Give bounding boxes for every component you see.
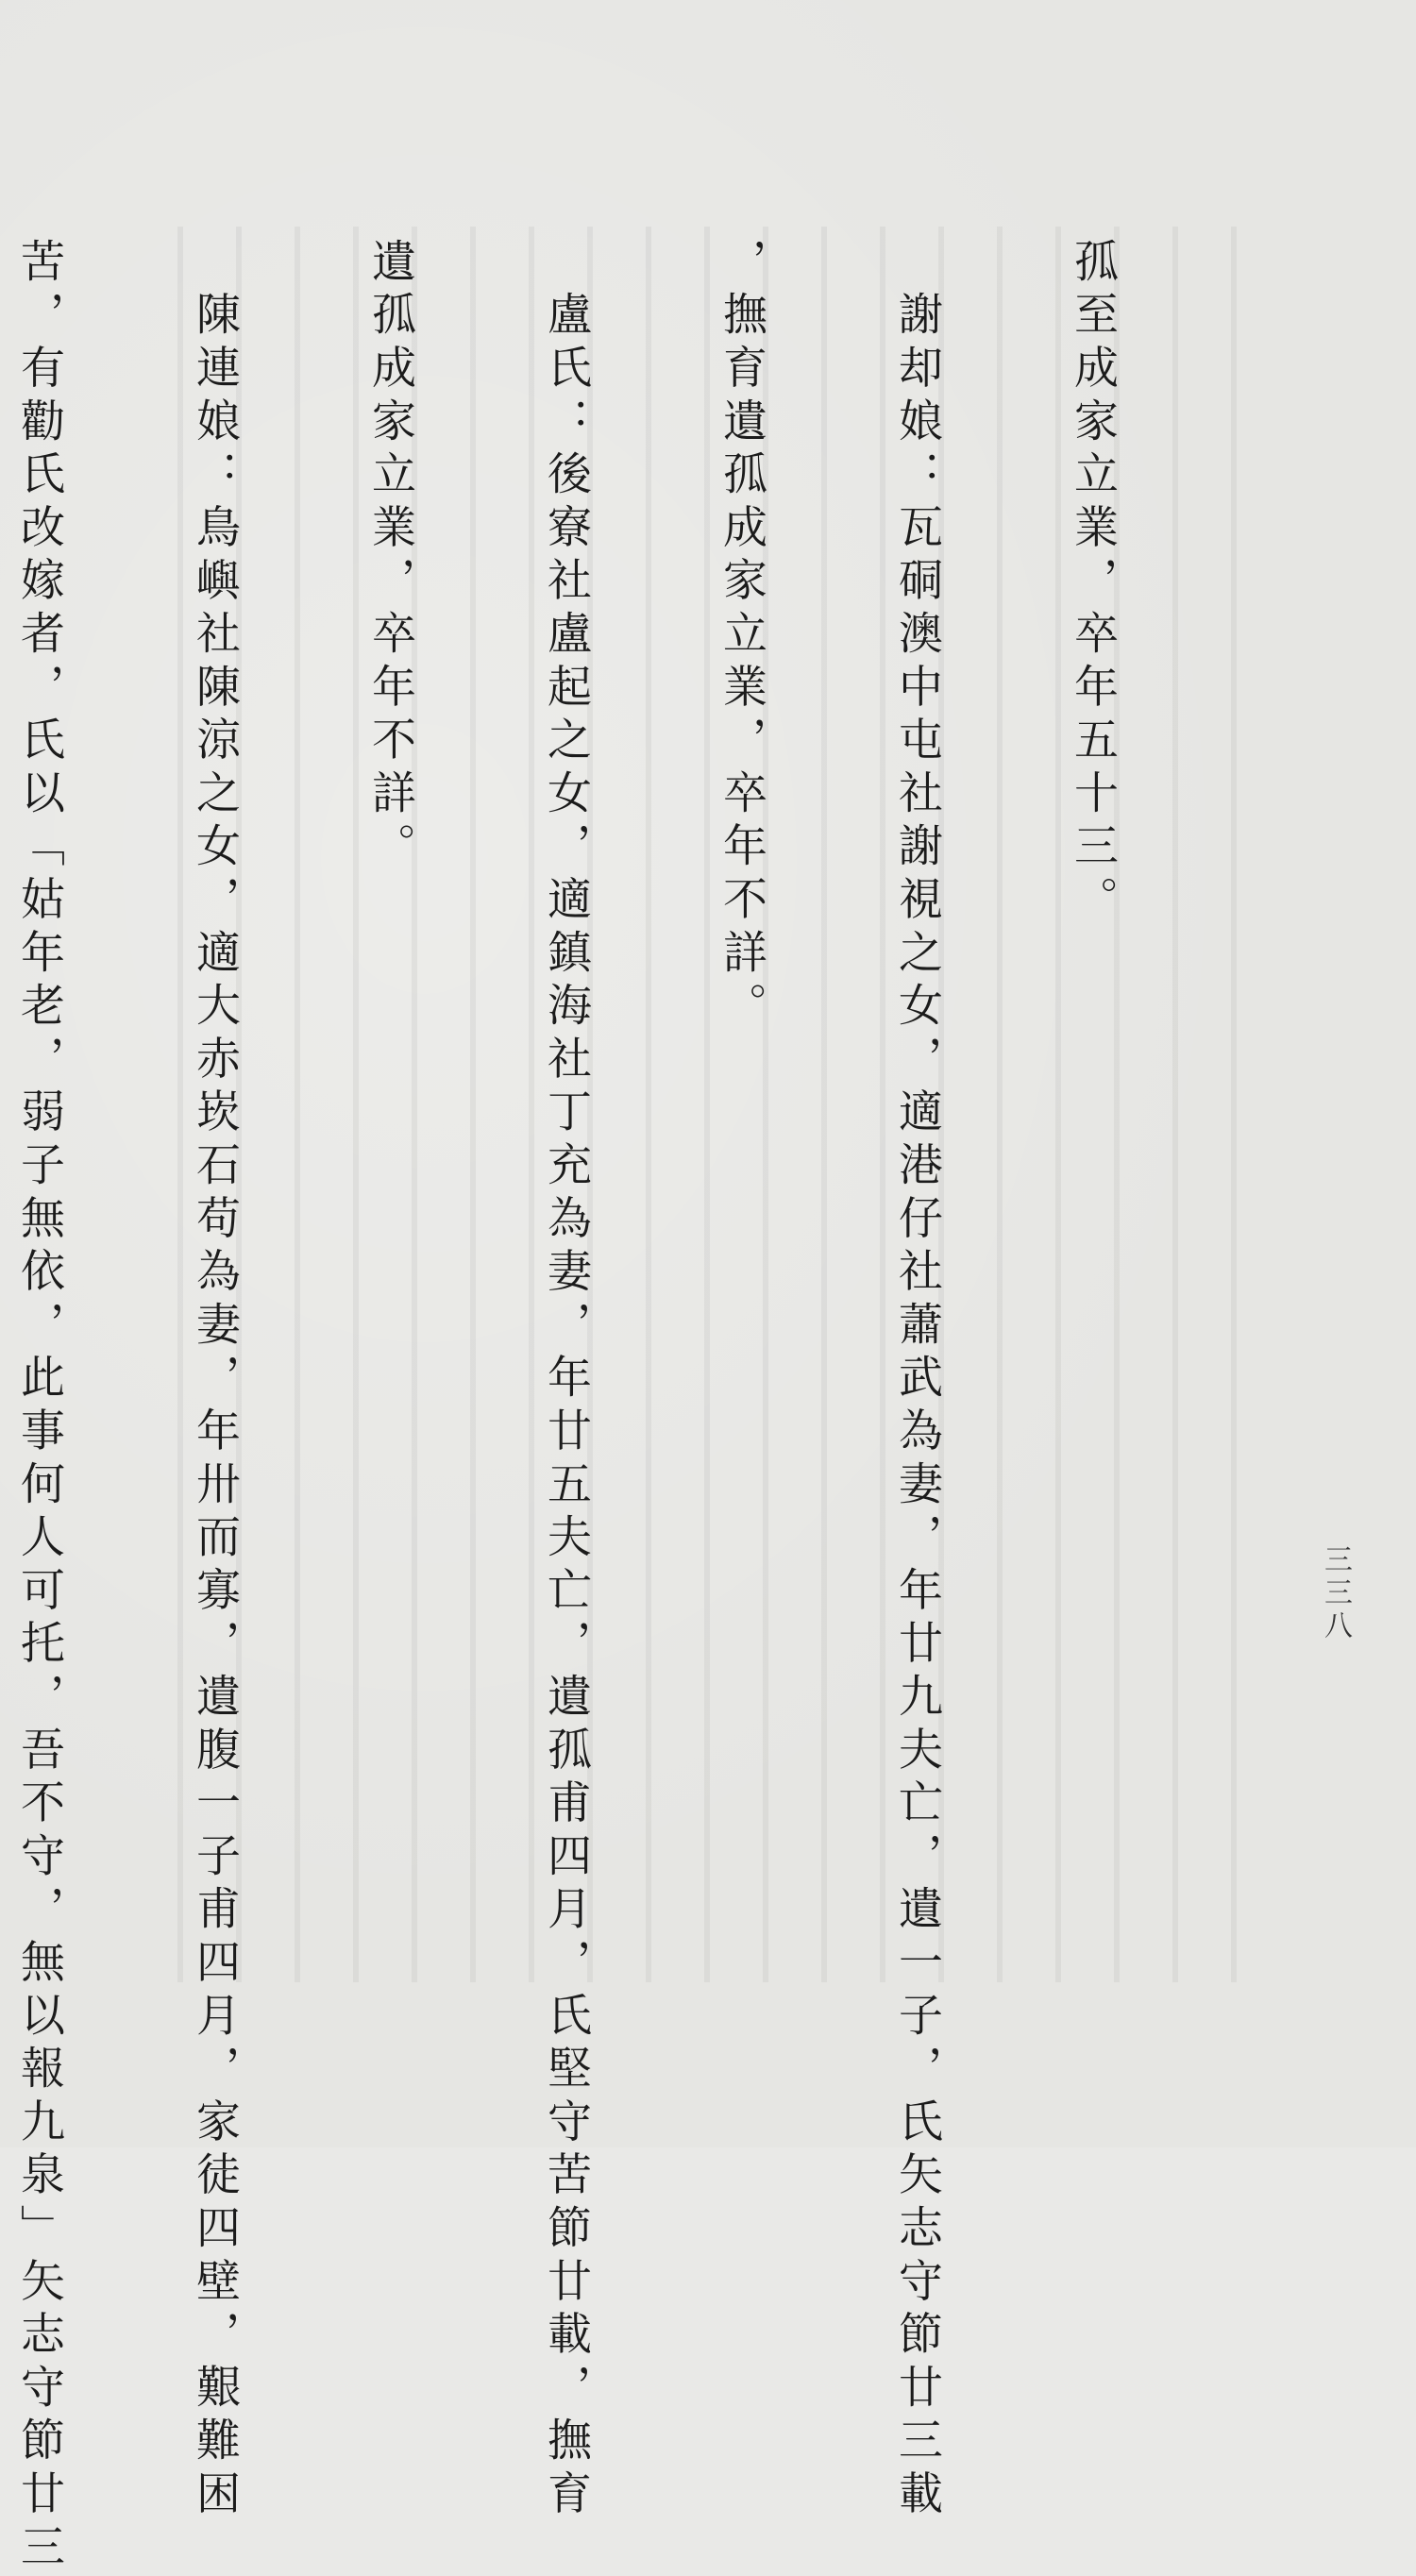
text-column: ，撫育遺孤成家立業，卒年不詳。 — [716, 238, 767, 1035]
text-column: 孤至成家立業，卒年五十三。 — [1067, 238, 1119, 929]
vertical-text-body — [0, 238, 1239, 2576]
text-column: 盧氏：後寮社盧起之女，適鎮海社丁充為妻，年廿五夫亡，遺孤甫四月，氏堅守苦節廿載，撫育 — [540, 238, 592, 2523]
page-number: 三三八 — [1319, 1544, 1352, 1643]
text-column: 遺孤成家立業，卒年不詳。 — [364, 238, 416, 876]
text-column: 謝却娘：瓦硐澳中屯社謝視之女，適港仔社蕭武為妻，年廿九夫亡，遺一子，氏矢志守節廿三載 — [891, 238, 943, 2523]
text-column: 苦，有勸氏改嫁者，氏以「姑年老，弱子無依，此事何人可托，吾不守，無以報九泉」矢志守節廿三 — [13, 238, 65, 2576]
text-column: 陳連娘：鳥嶼社陳涼之女，適大赤崁石苟為妻，年卅而寡，遺腹一子甫四月，家徒四壁，艱難困 — [189, 238, 241, 2523]
